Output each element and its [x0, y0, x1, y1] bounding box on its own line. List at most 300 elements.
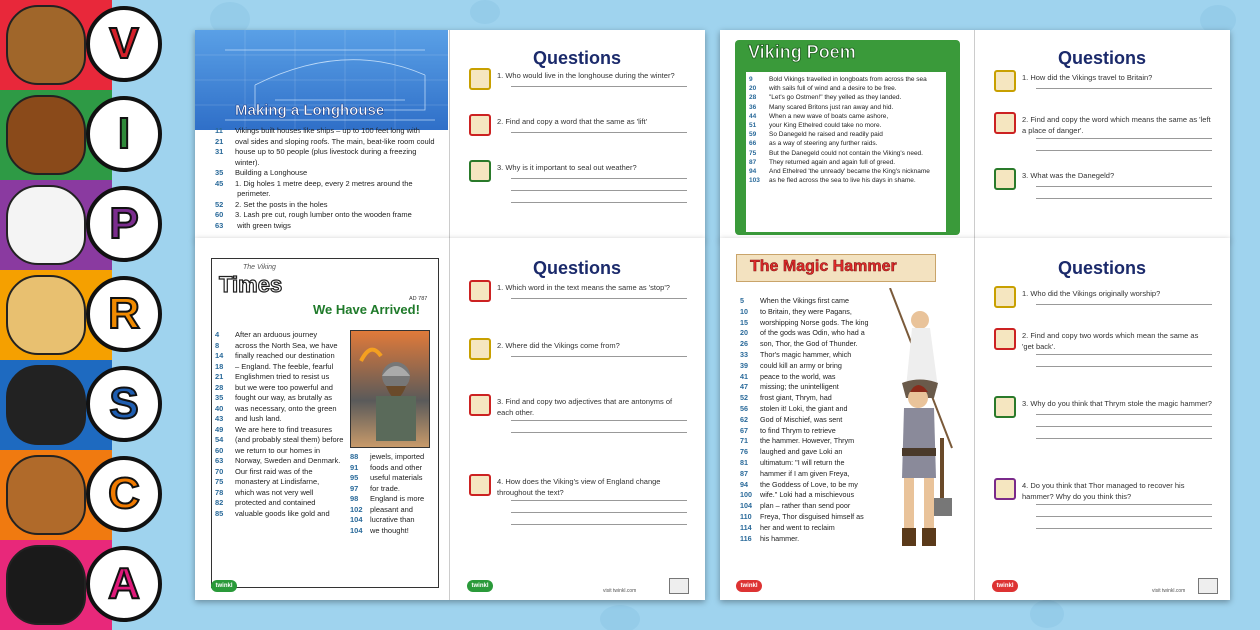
answer-line[interactable] — [1036, 138, 1212, 139]
line-text: Building a Longhouse — [235, 168, 308, 177]
answer-line[interactable] — [511, 512, 687, 513]
text-line — [215, 477, 350, 488]
text-line — [215, 456, 350, 467]
line-text: your King Ethelred could take no more. — [769, 122, 882, 130]
line-text: missing; the unintelligent — [760, 382, 839, 392]
line-number: 35 — [215, 168, 224, 177]
dog-character-icon — [6, 545, 86, 625]
line-number: 21 — [215, 372, 224, 381]
line-number: 11 — [215, 126, 223, 135]
line-text: of the gods was Odin, who had a — [760, 328, 865, 338]
line-text: could kill an army or bring — [760, 360, 842, 370]
line-number: 110 — [740, 511, 752, 521]
headline: We Have Arrived! — [313, 302, 420, 317]
line-text: We are here to find treasures — [235, 424, 332, 434]
line-text: perimeter. — [235, 189, 271, 198]
line-number: 98 — [350, 494, 359, 503]
answer-line[interactable] — [1036, 88, 1212, 89]
line-number: 85 — [215, 508, 224, 518]
dog-character-icon — [6, 95, 86, 175]
line-number: 104 — [350, 515, 363, 524]
line-number: 56 — [740, 403, 748, 413]
line-number: 71 — [740, 436, 748, 446]
answer-line[interactable] — [1036, 198, 1212, 199]
question-dog-icon — [469, 338, 491, 360]
text-line — [215, 446, 350, 457]
hammer-title: The Magic Hammer — [750, 258, 897, 275]
answer-line[interactable] — [511, 500, 687, 501]
line-number: 26 — [740, 339, 748, 349]
line-text: Norway, Sweden and Denmark. — [235, 456, 341, 465]
text-line — [215, 414, 350, 425]
twinkl-logo: twinkl — [467, 580, 493, 592]
line-text: Our first raid was of the — [235, 466, 313, 476]
line-number: 88 — [350, 452, 359, 461]
answer-line[interactable] — [1036, 504, 1212, 505]
line-number: 52 — [740, 393, 748, 403]
text-line — [215, 362, 350, 373]
text-line — [215, 147, 445, 158]
question-dog-icon — [469, 68, 491, 90]
question-dog-icon — [469, 394, 491, 416]
text-line — [215, 383, 350, 394]
text-line — [215, 126, 445, 137]
line-text: 2. Set the posts in the holes — [235, 199, 328, 209]
text-line — [749, 149, 943, 158]
line-text: laughed and gave Loki an — [760, 447, 843, 457]
line-number: 31 — [215, 147, 224, 156]
poem-text — [746, 72, 946, 232]
line-number: 94 — [749, 168, 757, 176]
question-text: 1. Which word in the text means the same as 'stop'? — [497, 283, 670, 292]
vipers-letter-c: C — [86, 456, 162, 532]
line-number: 116 — [740, 533, 752, 543]
line-number: 52 — [215, 199, 224, 209]
text-line — [215, 351, 350, 362]
line-number: 10 — [740, 306, 748, 316]
line-number: 15 — [740, 317, 748, 327]
text-line — [740, 523, 890, 534]
text-line — [215, 341, 350, 352]
text-line — [215, 179, 445, 190]
question-dog-icon — [994, 328, 1016, 350]
line-text: Englishmen tried to resist us — [235, 372, 330, 381]
text-line — [740, 328, 890, 339]
footer-url: visit twinkl.com — [1152, 588, 1186, 594]
viking-warrior-illustration — [350, 330, 430, 448]
question-dog-icon — [469, 114, 491, 136]
text-line — [215, 168, 445, 179]
answer-line[interactable] — [511, 356, 687, 357]
line-text: but we were too powerful and — [235, 382, 333, 392]
answer-line[interactable] — [1036, 186, 1212, 187]
text-line — [215, 372, 350, 383]
line-text: (and probably steal them) before — [235, 435, 344, 444]
line-text: worshipping Norse gods. The king — [760, 317, 869, 327]
line-text: God of Mischief, was sent — [760, 414, 843, 424]
question-text: 4. Do you think that Thor managed to recover his hammer? Why do you think this? — [1022, 481, 1185, 501]
text-line — [740, 350, 890, 361]
text-line — [740, 296, 890, 307]
vipers-letter-p: P — [86, 186, 162, 262]
line-number: 104 — [350, 525, 363, 535]
answer-line[interactable] — [511, 132, 687, 133]
line-number: 47 — [740, 382, 748, 392]
text-line — [740, 480, 890, 491]
question-text: 4. How does the Viking's view of England change throughout the text? — [497, 477, 661, 497]
line-text: Vikings built houses like ships – up to 100 feet long with — [235, 126, 420, 135]
line-number: 114 — [740, 522, 752, 532]
line-number: 5 — [740, 296, 744, 305]
line-number: 60 — [215, 445, 224, 455]
text-line — [740, 415, 890, 426]
line-text: fought our way, as brutally as — [235, 393, 332, 402]
line-number: 51 — [749, 122, 757, 130]
text-line — [749, 103, 943, 112]
line-text: frost giant, Thrym, had — [760, 393, 832, 403]
line-number: 87 — [740, 468, 748, 478]
text-line — [749, 158, 943, 167]
paw-print-decoration — [470, 0, 500, 24]
line-text: which was not very well — [235, 487, 314, 497]
article-column-1 — [215, 330, 350, 519]
line-number: 59 — [749, 131, 757, 139]
text-line — [740, 469, 890, 480]
line-text: Thor's magic hammer, which — [760, 349, 852, 359]
questions-heading: Questions — [1057, 48, 1146, 68]
line-number: 103 — [749, 177, 760, 185]
page-fold — [449, 238, 450, 600]
worksheet-longhouse — [195, 30, 705, 240]
text-line — [215, 189, 445, 200]
question-text: 3. What was the Danegeld? — [1022, 171, 1115, 180]
text-line — [749, 93, 943, 102]
line-text: the Goddess of Love, to be my — [760, 479, 858, 489]
line-text: her and went to reclaim — [760, 522, 835, 532]
line-text: was necessary, onto the green — [235, 403, 337, 413]
twinkl-logo: twinkl — [736, 580, 762, 592]
text-line — [740, 382, 890, 393]
answer-line[interactable] — [511, 86, 687, 87]
text-line — [749, 130, 943, 139]
text-line — [215, 330, 350, 341]
line-text: 3. Lash pre cut, rough lumber onto the wooden frame — [235, 210, 412, 219]
text-line — [215, 393, 350, 404]
line-text: as a way of steering any further raids. — [769, 140, 878, 148]
line-number: 21 — [215, 136, 224, 146]
text-line — [215, 435, 350, 446]
line-number: 44 — [749, 112, 757, 120]
dog-character-icon — [6, 455, 86, 535]
line-text: ultimatum: "I will return the — [760, 457, 845, 467]
dog-character-icon — [6, 365, 86, 445]
question-text: 3. Why do you think that Thrym stole the magic hammer? — [1022, 399, 1212, 408]
questions-heading: Questions — [1057, 258, 1146, 278]
line-text: oval sides and sloping roofs. The main, beat-like room could — [235, 136, 435, 146]
dog-character-icon — [6, 275, 86, 355]
newspaper-date: AD 787 — [409, 296, 428, 302]
answer-line[interactable] — [511, 202, 687, 203]
question-dog-icon — [469, 160, 491, 182]
line-number: 45 — [215, 178, 224, 188]
text-line — [350, 494, 440, 505]
questions-heading: Questions — [532, 48, 621, 68]
answer-line[interactable] — [1036, 366, 1212, 367]
answer-line[interactable] — [1036, 354, 1212, 355]
poem-title: Viking Poem — [748, 42, 856, 62]
line-number: 75 — [215, 477, 224, 486]
line-text: valuable goods like gold and — [235, 508, 330, 518]
line-number: 70 — [215, 466, 224, 476]
line-text: finally reached our destination — [235, 351, 335, 360]
line-number: 76 — [740, 447, 748, 457]
answer-line[interactable] — [1036, 304, 1212, 305]
paw-print-decoration — [1030, 600, 1064, 628]
line-text: we thought! — [370, 525, 409, 535]
quality-badge-icon — [1198, 578, 1218, 594]
line-text: house up to 50 people (plus livestock during a freezing — [235, 147, 417, 156]
line-number: 49 — [215, 424, 224, 434]
line-text: So Danegeld he raised and readily paid — [769, 131, 883, 139]
line-text: But the Danegeld could not contain the Viking's need. — [769, 149, 923, 157]
vipers-strip — [0, 0, 140, 630]
line-text: to Britain, they were Pagans, — [760, 306, 852, 316]
text-line — [350, 526, 440, 537]
text-line — [215, 221, 445, 232]
line-number: 78 — [215, 487, 224, 497]
masthead-small: The Viking — [243, 264, 276, 271]
line-text: plan – rather than send poor — [760, 501, 851, 511]
answer-line[interactable] — [1036, 438, 1212, 439]
question-text: 1. How did the Vikings travel to Britain? — [1022, 73, 1153, 82]
line-number: 35 — [215, 393, 224, 402]
question-text: 3. Why is it important to seal out weather? — [497, 163, 637, 172]
line-text: England is more — [370, 494, 425, 503]
line-text: foods and other — [370, 462, 423, 472]
line-number: 82 — [215, 498, 224, 507]
vipers-letter-r: R — [86, 276, 162, 352]
answer-line[interactable] — [1036, 516, 1212, 517]
line-number: 8 — [215, 340, 220, 350]
line-text: for trade. — [370, 483, 401, 493]
line-text: useful materials — [370, 473, 423, 482]
answer-line[interactable] — [511, 298, 687, 299]
line-text: with green twigs — [235, 220, 291, 230]
line-text: wife." Loki had a mischievous — [760, 490, 855, 500]
answer-line[interactable] — [1036, 426, 1212, 427]
page-fold — [974, 238, 975, 600]
text-line — [740, 436, 890, 447]
longhouse-text — [215, 126, 445, 231]
footer-url: visit twinkl.com — [603, 588, 637, 594]
text-line — [350, 463, 440, 474]
answer-line[interactable] — [1036, 150, 1212, 151]
paw-print-decoration — [600, 605, 640, 630]
line-number: 102 — [350, 504, 363, 514]
text-line — [740, 404, 890, 415]
text-line — [740, 361, 890, 372]
line-text: winter). — [235, 157, 260, 167]
text-line — [350, 515, 440, 526]
line-number: 91 — [350, 462, 359, 472]
text-line — [749, 139, 943, 148]
line-text: monastery at Lindisfarne, — [235, 477, 320, 486]
line-number: 60 — [215, 210, 224, 219]
text-line — [215, 137, 445, 148]
line-number: 81 — [740, 457, 748, 467]
answer-line[interactable] — [511, 178, 687, 179]
line-text: jewels, imported — [370, 452, 425, 461]
line-number: 100 — [740, 490, 752, 500]
line-number: 75 — [749, 149, 757, 157]
text-line — [350, 505, 440, 516]
answer-line[interactable] — [511, 190, 687, 191]
article-column-2 — [350, 452, 440, 536]
question-dog-icon — [994, 112, 1016, 134]
vipers-letter-s: S — [86, 366, 162, 442]
thor-icon — [882, 288, 972, 560]
text-line — [740, 458, 890, 469]
text-line — [749, 176, 943, 185]
question-text: 2. Where did the Vikings come from? — [497, 341, 620, 350]
text-line — [740, 339, 890, 350]
vipers-letter-v: V — [86, 6, 162, 82]
line-number: 33 — [740, 349, 748, 359]
text-line — [215, 498, 350, 509]
text-line — [215, 509, 350, 520]
hammer-text — [740, 296, 890, 544]
text-line — [740, 534, 890, 545]
line-text: 1. Dig holes 1 metre deep, every 2 metres around the — [235, 178, 413, 188]
line-number: 39 — [740, 360, 748, 370]
line-text: and lush land. — [235, 414, 282, 423]
line-text: the hammer. However, Thrym — [760, 436, 855, 446]
question-dog-icon — [469, 474, 491, 496]
question-text: 1. Who would live in the longhouse during the winter? — [497, 71, 675, 80]
line-text: peace to the world, was — [760, 371, 836, 381]
question-text: 2. Find and copy a word that the same as 'lift' — [497, 117, 648, 126]
question-text: 2. Find and copy two words which mean the same as 'get back'. — [1022, 331, 1199, 351]
question-text: 1. Who did the Vikings originally worship? — [1022, 289, 1161, 298]
text-line — [215, 158, 445, 169]
text-line — [740, 490, 890, 501]
text-line — [740, 501, 890, 512]
text-line — [215, 467, 350, 478]
line-text: hammer if I am given Freya, — [760, 468, 850, 478]
line-text: Bold Vikings travelled in longboats from across the sea — [769, 76, 927, 83]
line-number: 97 — [350, 483, 359, 493]
line-text: protected and contained — [235, 498, 316, 507]
text-line — [740, 393, 890, 404]
question-text: 3. Find and copy two adjectives that are antonyms of each other. — [497, 397, 673, 417]
line-text: They returned again and again full of greed. — [769, 158, 896, 166]
line-text: as he fled across the sea to live his days in shame. — [769, 177, 916, 185]
text-line — [350, 452, 440, 463]
line-number: 62 — [740, 414, 748, 424]
answer-line[interactable] — [1036, 414, 1212, 415]
line-text: his hammer. — [760, 533, 800, 543]
answer-line[interactable] — [1036, 528, 1212, 529]
quality-badge-icon — [669, 578, 689, 594]
text-line — [740, 307, 890, 318]
line-number: 94 — [740, 479, 748, 489]
text-line — [215, 210, 445, 221]
line-text: – England. The feeble, fearful — [235, 361, 334, 371]
answer-line[interactable] — [511, 420, 687, 421]
question-dog-icon — [994, 70, 1016, 92]
line-number: 14 — [215, 351, 224, 360]
text-line — [740, 372, 890, 383]
text-line — [350, 473, 440, 484]
viking-icon — [351, 331, 431, 449]
line-number: 67 — [740, 425, 748, 435]
text-line — [749, 84, 943, 93]
line-number: 28 — [215, 382, 224, 392]
text-line — [215, 200, 445, 211]
worksheet-viking-times — [195, 238, 705, 600]
vipers-letter-i: I — [86, 96, 162, 172]
line-text: After an arduous journey — [235, 330, 318, 339]
line-text: pleasant and — [370, 504, 413, 514]
line-text: When a new wave of boats came ashore, — [769, 112, 889, 120]
line-number: 28 — [749, 94, 757, 102]
text-line — [749, 75, 943, 84]
text-line — [749, 167, 943, 176]
questions-heading: Questions — [532, 258, 621, 278]
longhouse-title: Making a Longhouse — [235, 102, 385, 119]
line-number: 87 — [749, 158, 757, 166]
question-dog-icon — [994, 168, 1016, 190]
text-line — [215, 488, 350, 499]
line-text: we return to our homes in — [235, 445, 321, 455]
twinkl-logo: twinkl — [992, 580, 1018, 592]
text-line — [740, 426, 890, 437]
worksheet-viking-poem — [720, 30, 1230, 240]
line-number: 4 — [215, 330, 220, 339]
line-text: stolen it! Loki, the giant and — [760, 403, 848, 413]
line-text: "Let's go Ostmen!" they yelled as they landed. — [769, 94, 902, 102]
line-number: 41 — [740, 371, 748, 381]
text-line — [749, 112, 943, 121]
line-number: 95 — [350, 473, 359, 482]
twinkl-logo: twinkl — [211, 580, 237, 592]
line-number: 40 — [215, 403, 224, 413]
text-line — [740, 512, 890, 523]
text-line — [740, 447, 890, 458]
vipers-letter-a: A — [86, 546, 162, 622]
dog-character-icon — [6, 5, 86, 85]
masthead: Times — [219, 272, 283, 297]
line-number: 66 — [749, 140, 757, 148]
line-number: 43 — [215, 414, 224, 423]
text-line — [740, 318, 890, 329]
text-line — [749, 121, 943, 130]
line-number: 63 — [215, 456, 224, 465]
answer-line[interactable] — [511, 524, 687, 525]
question-dog-icon — [469, 280, 491, 302]
answer-line[interactable] — [511, 432, 687, 433]
dog-character-icon — [6, 185, 86, 265]
line-text: Many scared Britons just ran away and hid. — [769, 103, 894, 111]
line-number: 20 — [740, 328, 748, 338]
line-text: And Ethelred 'the unready' became the King's nickname — [769, 168, 930, 176]
line-number: 104 — [740, 501, 752, 511]
line-number: 9 — [749, 76, 753, 83]
blueprint-illustration — [195, 30, 448, 130]
line-text: Freya, Thor disguised himself as — [760, 511, 864, 521]
line-text: When the Vikings first came — [760, 296, 849, 305]
line-number: 63 — [215, 220, 224, 230]
